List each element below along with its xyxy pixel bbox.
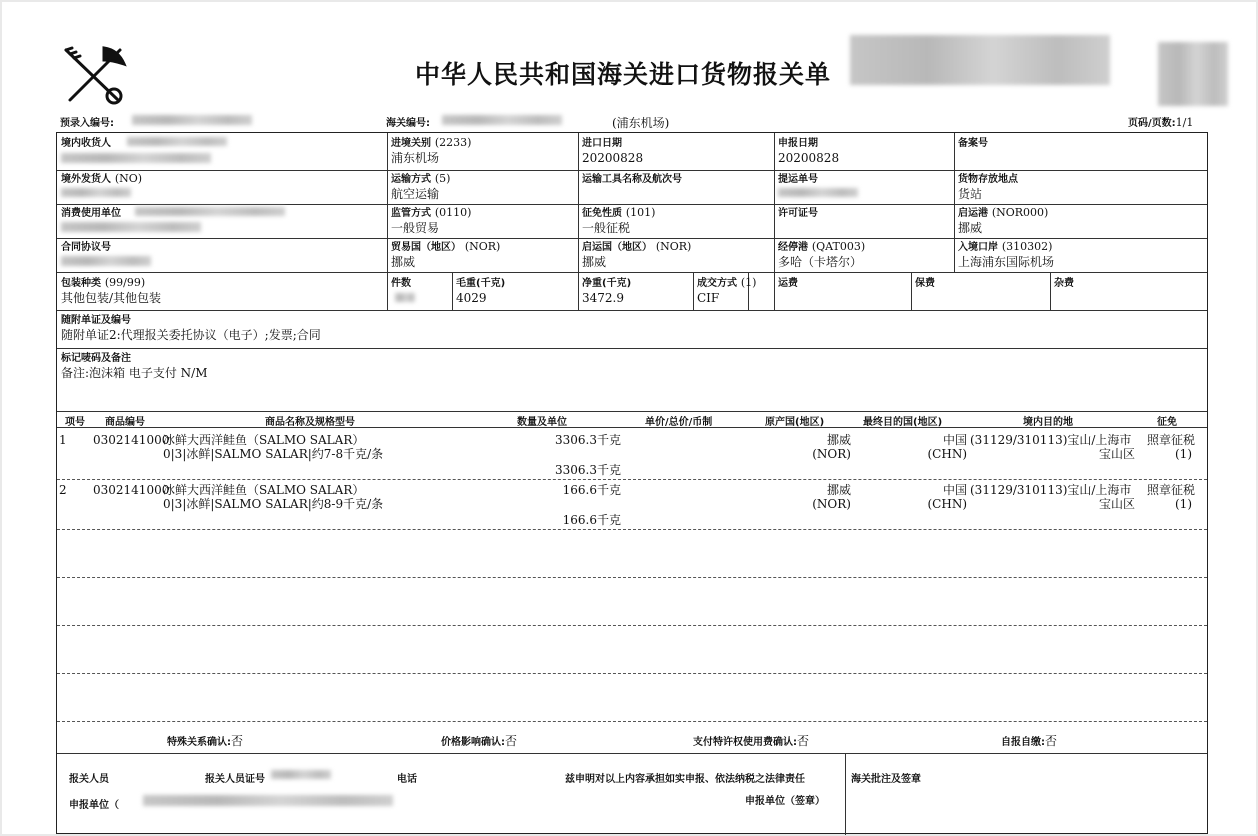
declaring-unit-seal: 申报单位（签章） (745, 796, 825, 807)
declare-date: 申报日期 20200828 (778, 138, 840, 165)
contract-number: 合同协议号 (61, 242, 111, 253)
preentry-number: 预录入编号: (60, 118, 114, 129)
insurance: 保费 (915, 278, 935, 289)
customs-approval-label: 海关批注及签章 (851, 774, 921, 785)
marks-remarks: 标记唛码及备注 备注:泡沫箱 电子支付 N/M (61, 353, 208, 380)
col-quantity: 数量及单位 (517, 417, 567, 428)
bill-number: 提运单号 (778, 174, 818, 185)
price-influence-confirm: 价格影响确认:否 (441, 734, 518, 748)
declaration-page (2, 2, 1256, 834)
col-origin: 原产国(地区) (765, 417, 825, 428)
consumer-unit: 消费使用单位 (61, 208, 121, 219)
departure-port: 启运港 (NOR000) 挪威 (958, 206, 1049, 235)
net-weight: 净重(千克) 3472.9 (582, 278, 632, 305)
redacted-qrcode (1158, 42, 1228, 106)
customs-number: 海关编号: (386, 118, 430, 129)
page-number: 页码/页数:1/1 (1128, 116, 1194, 129)
entry-customs: 进境关别 (2233) 浦东机场 (391, 136, 472, 165)
special-relation-confirm: 特殊关系确认:否 (167, 734, 244, 748)
misc-fee: 杂费 (1054, 278, 1074, 289)
redacted-customs-no (442, 115, 562, 125)
declaring-unit-label: 申报单位（ (69, 800, 119, 811)
col-levy: 征免 (1157, 417, 1177, 428)
storage-place: 货物存放地点 货站 (958, 174, 1018, 201)
col-item-no: 项号 (65, 417, 85, 428)
package-type: 包装种类 (99/99) 其他包装/其他包装 (61, 276, 162, 305)
declaration-form: 境内收货人 进境关别 (2233) 浦东机场 进口日期 20200828 申报日期 20200828 备案号 境外发货人 (NO) 运输方式 (5) 航空运输 运输工具名称及航次号 提运单号 货物存放地点 货站 消费使用单位 监管方式 (0110) 一般贸易 征免性质 (101) 一般征税 许可证号 启运港 (NOR000) 挪威 合同协议号 贸易国（地区） (NOR) 挪威 启运国（地区） (NOR) 挪威 经停港 (QAT003) 多哈（卡塔尔） 入境口岸 (310302) 上海浦东国际机场 包装种类 (99/99) 其他包装/其他包装 件数 毛重(千克) 4029 净重(千克) 3472.9 成交方式 (1) CIF 运费 保费 杂费 随附单证及编号 随附单证2:代理报关委托协议（电子）;发票;合同 标记唛码及备注 备注:泡沫箱 电子支付 N/M 项号 商品编号 商品名称及规格型号 数量及单位 单价/总价/币制 原产国(地区) 最终目的国(地区) 境内目的地 征免 1 0302141000 冰鲜大西洋鲑鱼（SALMO SALAR） 0|3|冰鲜|SALMO SALAR|约7-8千克/条 3306.3千克 3306.3千克 挪威 (NOR) 中国 (CHN) (31129/310113)宝山/上海市 宝山区 照章征税 (1) 2 0302141000 冰鲜大西洋鲑鱼（SALMO SALAR） 0|3|冰鲜|SALMO SALAR|约8-9千克/条 166.6千克 166.6千克 挪威 (NOR) 中国 (CHN) (31129/310113)宝山/上海市 宝山区 照章征税 (1) 特殊关系确认:否 价格影响确认:否 支付特许权使用费确认:否 自报自缴:否 报关人员 报关人员证号 电话 兹申明对以上内容承担如实申报、依法纳税之法律责任 海关批注及签章 申报单位（ 申报单位（签章） (56, 132, 1208, 834)
attached-docs: 随附单证及编号 随附单证2:代理报关委托协议（电子）;发票;合同 (61, 315, 321, 342)
transport-mode: 运输方式 (5) 航空运输 (391, 172, 451, 201)
col-dest-country: 最终目的国(地区) (863, 417, 943, 428)
customs-emblem-icon (58, 42, 130, 108)
customs-place: (浦东机场) (612, 116, 670, 130)
gross-weight: 毛重(千克) 4029 (456, 278, 506, 305)
col-price: 单价/总价/币制 (645, 417, 713, 428)
transit-port: 经停港 (QAT003) 多哈（卡塔尔） (778, 240, 866, 269)
freight: 运费 (778, 278, 798, 289)
redacted-preentry (132, 115, 252, 125)
entry-port: 入境口岸 (310302) 上海浦东国际机场 (958, 240, 1055, 269)
license-number: 许可证号 (778, 208, 818, 219)
declaration-statement: 兹申明对以上内容承担如实申报、依法纳税之法律责任 (565, 774, 805, 785)
redacted-barcode (850, 35, 1110, 85)
supervision-mode: 监管方式 (0110) 一般贸易 (391, 206, 472, 235)
import-date: 进口日期 20200828 (582, 138, 644, 165)
royalty-confirm: 支付特许权使用费确认:否 (693, 734, 810, 748)
departure-country: 启运国（地区） (NOR) 挪威 (582, 240, 692, 269)
self-pay-confirm: 自报自缴:否 (1001, 734, 1058, 748)
pieces: 件数 (391, 278, 411, 289)
deal-mode: 成交方式 (1) CIF (697, 276, 757, 305)
col-goods-name: 商品名称及规格型号 (265, 417, 355, 428)
levy-nature: 征免性质 (101) 一般征税 (582, 206, 656, 235)
page-title: 中华人民共和国海关进口货物报关单 (415, 60, 832, 89)
overseas-consignor: 境外发货人 (NO) (61, 172, 143, 185)
domestic-consignee: 境内收货人 (61, 138, 111, 149)
col-domestic-dest: 境内目的地 (1023, 417, 1073, 428)
col-hs-code: 商品编号 (105, 417, 145, 428)
declarant-label: 报关人员 (69, 774, 109, 785)
transport-name: 运输工具名称及航次号 (582, 174, 682, 185)
declarant-cert-label: 报关人员证号 (205, 774, 265, 785)
phone-label: 电话 (397, 774, 417, 785)
trade-country: 贸易国（地区） (NOR) 挪威 (391, 240, 501, 269)
record-number: 备案号 (958, 138, 988, 149)
